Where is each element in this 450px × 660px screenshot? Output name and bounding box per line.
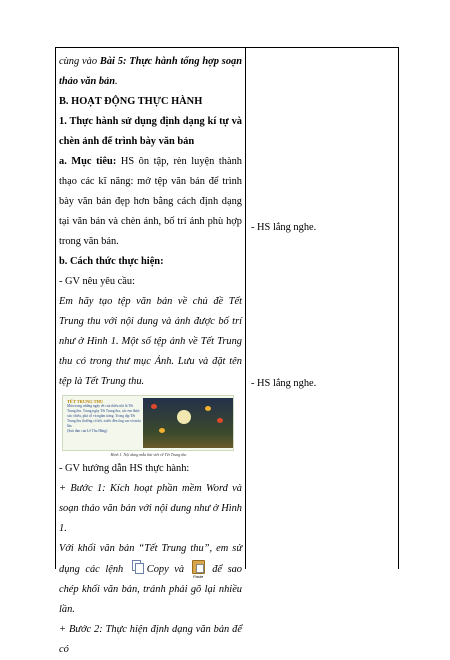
column-divider bbox=[245, 47, 246, 569]
objective-text: HS ôn tập, rèn luyện thành thạo các kĩ năng: mở tệp văn bản để trình bày văn bản đẹp hơn bằng cách định dạng tại văn bản và chèn ảnh, bố trí ảnh phù hợp trong văn bản. bbox=[59, 156, 242, 247]
figure-caption: Hình 1. Nội dung mẫu bài viết về Tết Trung thu bbox=[110, 452, 187, 457]
lantern-shape bbox=[159, 428, 165, 433]
step-1-detail bbox=[59, 539, 242, 620]
lantern-shape bbox=[217, 418, 223, 423]
moon-shape bbox=[177, 410, 191, 424]
figure-text-block bbox=[67, 399, 141, 434]
figure-credit: (Sưu tầm của Lê Thu Hằng) bbox=[67, 429, 108, 433]
gv-guide: - GV hướng dẫn HS thực hành: bbox=[59, 463, 190, 474]
practice-heading-1: 1. Thực hành sử dụng định dạng kí tự và chèn ảnh để trình bày văn bản bbox=[59, 116, 242, 147]
step-1-detail-a: Với khối văn bản “Tết Trung thu”, em sử dụng các lệnh bbox=[59, 543, 242, 575]
step-1-detail-b: và bbox=[168, 564, 190, 575]
lantern-shape bbox=[205, 406, 211, 411]
copy-icon bbox=[131, 559, 145, 575]
paste-icon bbox=[192, 560, 205, 579]
figure-1 bbox=[62, 395, 235, 459]
mid-autumn-illustration bbox=[143, 398, 233, 448]
gv-request: - GV nêu yêu cầu: bbox=[59, 276, 135, 287]
intro-prefix: cùng vào bbox=[59, 56, 100, 67]
objective-paragraph bbox=[59, 152, 242, 252]
objective-label: a. Mục tiêu: bbox=[59, 156, 117, 167]
student-note-2: - HS lắng nghe. bbox=[251, 378, 317, 389]
teacher-activity-column bbox=[59, 52, 242, 660]
figure-title: TẾT TRUNG THU bbox=[67, 399, 104, 404]
step-1: + Bước 1: Kích hoạt phần mềm Word và soạn thảo văn bản với nội dung như ở Hình 1. bbox=[59, 483, 242, 534]
student-note-1: - HS lắng nghe. bbox=[251, 222, 317, 233]
paste-label: Paste bbox=[193, 574, 204, 579]
lesson-reference: Bài 5: Thực hành tổng hợp soạn thảo văn bản bbox=[59, 56, 242, 87]
figure-image bbox=[62, 395, 234, 451]
intro-line bbox=[59, 52, 242, 92]
step-1-detail-c: để sao chép khối văn bản, tránh phải gõ lại nhiều lần. bbox=[59, 564, 242, 615]
method-heading: b. Cách thức thực hiện: bbox=[59, 256, 164, 267]
figure-body: Mùa trong những ngày tết của thiếu nhi là Tết Trung thu. Trung ngày Tết Trung thu, các em được xúc chiều, phá cỗ và ngắm trăng. Trong dịp Tết Trung thu thường cổ kết, trước đèn ông sao và múa lân. bbox=[67, 404, 141, 428]
task-text: Em hãy tạo tệp văn bản về chủ đề Tết Trung thu với nội dung và ảnh được bố trí như ở Hình 1. Một số tệp ảnh về Tết Trung thu có trong thư mục Ảnh. Lưu và đặt tên tệp là Tết Trung thu. bbox=[59, 296, 242, 387]
intro-suffix: . bbox=[115, 76, 118, 87]
lantern-shape bbox=[151, 404, 157, 409]
copy-label: Copy bbox=[146, 564, 169, 575]
step-2: + Bước 2: Thực hiện định dạng văn bản để có bbox=[59, 624, 242, 655]
section-heading-b: B. HOẠT ĐỘNG THỰC HÀNH bbox=[59, 96, 203, 107]
